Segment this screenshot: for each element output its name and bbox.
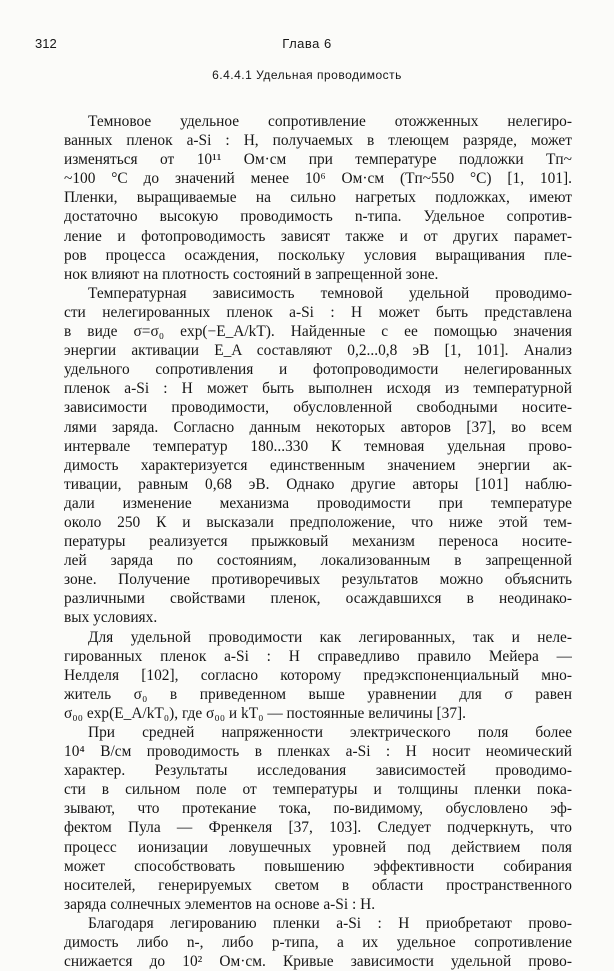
text-line: процесс ионизации ловушечных уровней под действием поля bbox=[64, 838, 572, 856]
text-line: различными свойствами пленок, осаждавшихся в неодинако- bbox=[64, 590, 572, 608]
page-header bbox=[35, 36, 579, 56]
text-line: зоне. Получение противоречивых результатов можно объяснить bbox=[64, 571, 572, 589]
text-line: Нелделя [102], согласно которому предэкспоненциальный мно- bbox=[64, 666, 572, 684]
text-line: Для удельной проводимости как легированных, так и нелe- bbox=[88, 628, 572, 646]
text-line: ление и фотопроводимость зависят также и от других парамет- bbox=[64, 227, 572, 245]
text-line: удельного сопротивления и фотопроводимости нелегированных bbox=[64, 361, 572, 379]
text-line: энергии активации E_A составляют 0,2...0,8 эВ [1, 101]. Анализ bbox=[64, 342, 572, 360]
text-line: лями заряда. Согласно данным некоторых авторов [37], во всем bbox=[64, 418, 572, 436]
text-line: около 250 К и высказали предположение, что ниже этой тем- bbox=[64, 513, 572, 531]
text-line: ~100 °C до значений менее 10⁶ Ом·см (Tп~550 °C) [1, 101]. bbox=[64, 170, 572, 188]
paragraph bbox=[64, 628, 572, 723]
section-title: 6.4.4.1 Удельная проводимость bbox=[212, 68, 402, 82]
text-line: зывают, что протекание тока, по-видимому, обусловлено эф- bbox=[64, 800, 572, 818]
text-line: димость либо n-, либо p-типа, а их удельное сопротивление bbox=[64, 934, 572, 952]
text-line: фектом Пула — Френкеля [37, 103]. Следует подчеркнуть, что bbox=[64, 819, 572, 837]
text-line: ров процесса осаждения, поскольку условия выращивания пле- bbox=[64, 246, 572, 264]
text-line: в виде σ=σ₀ exp(−E_A/kT). Найденные с ее помощью значения bbox=[64, 323, 572, 341]
body-text bbox=[64, 112, 572, 971]
text-line: сти нелегированных пленок a-Si : H может быть представлена bbox=[64, 303, 572, 321]
text-line: достаточно высокую проводимость n-типа. Удельное сопротив- bbox=[64, 208, 572, 226]
text-line: лей заряда по состояниям, локализованным в запрещенной bbox=[64, 552, 572, 570]
text-line: σ₀₀ exp(E_A/kT₀), где σ₀₀ и kT₀ — постоянные величины [37]. bbox=[64, 704, 467, 722]
text-line: носителей, генерируемых светом в области пространственного bbox=[64, 876, 572, 894]
text-line: 10⁴ В/см проводимость в пленках a-Si : H носит неомический bbox=[64, 743, 572, 761]
text-line: дали изменение механизма проводимости при температуре bbox=[64, 494, 572, 512]
text-line: вых условиях. bbox=[64, 609, 158, 627]
text-line: зависимости проводимости, обусловленной свободными носите- bbox=[64, 399, 572, 417]
text-line: житель σ₀ в приведенном выше уравнении для σ равен bbox=[64, 685, 572, 703]
text-line: тивации, равным 0,68 эВ. Однако другие авторы [101] наблю- bbox=[64, 475, 572, 493]
paragraph bbox=[64, 284, 572, 628]
text-line: снижается до 10² Ом·см. Кривые зависимости удельной прово- bbox=[64, 953, 572, 971]
paragraph bbox=[64, 112, 572, 284]
text-line: гированных пленок a-Si : H справедливо правило Мейера — bbox=[64, 647, 572, 665]
chapter-title: Глава 6 bbox=[282, 36, 332, 51]
text-line: димость характеризуется единственным значением энергии ак- bbox=[64, 456, 572, 474]
paragraph bbox=[64, 723, 572, 914]
text-line: Пленки, выращиваемые на сильно нагретых подложках, имеют bbox=[64, 189, 572, 207]
text-line: может способствовать повышению эффективности собирания bbox=[64, 857, 572, 875]
text-line: пленок a-Si : H может быть выполнен исходя из температурной bbox=[64, 380, 572, 398]
paragraph bbox=[64, 914, 572, 971]
text-line: Благодаря легированию пленки a-Si : H приобретают прово- bbox=[88, 914, 572, 932]
text-line: Темновое удельное сопротивление отожженных нелегиро- bbox=[88, 113, 572, 130]
text-line: При средней напряженности электрического поля более bbox=[88, 724, 572, 741]
text-line: изменяться от 10¹¹ Ом·см при температуре подложки Tп~ bbox=[64, 151, 572, 169]
text-line: пературы реализуется прыжковый механизм переноса носите- bbox=[64, 533, 572, 551]
page-number: 312 bbox=[35, 36, 57, 51]
text-line: заряда солнечных элементов на основе a-Si : H. bbox=[64, 895, 376, 913]
text-line: характер. Результаты исследования зависимостей проводимо- bbox=[64, 762, 572, 780]
text-line: интервале температур 180...330 К темновая удельная прово- bbox=[64, 437, 572, 455]
text-line: ванных пленок a-Si : H, получаемых в тлеющем разряде, может bbox=[64, 132, 572, 150]
text-line: сти в сильном поле от температуры и толщины пленки пока- bbox=[64, 781, 572, 799]
text-line: нок влияют на плотность состояний в запрещенной зоне. bbox=[64, 265, 439, 283]
text-line: Температурная зависимость темновой удельной проводимо- bbox=[88, 284, 572, 302]
